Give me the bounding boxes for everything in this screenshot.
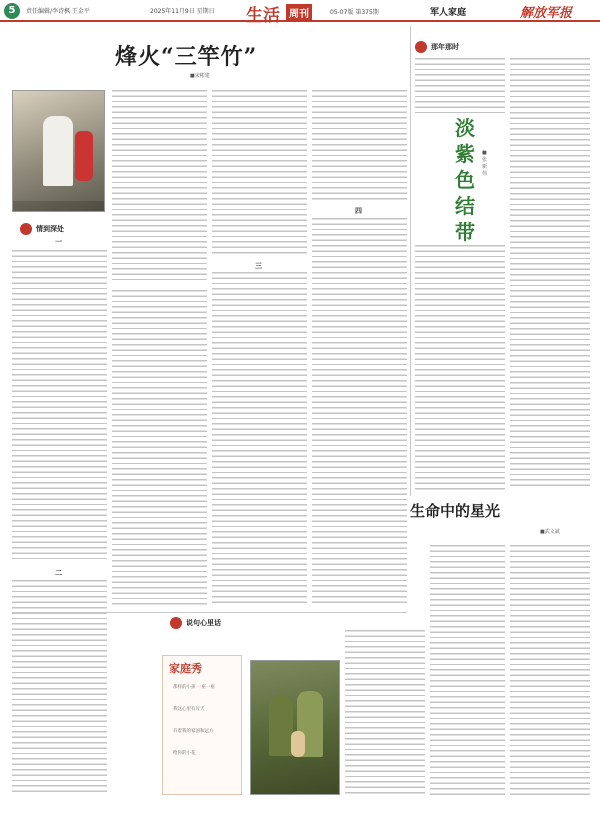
bottom-column-2 [430,545,505,795]
photo-child [291,731,305,757]
section-title: 生活 [246,6,280,26]
issue-number: 05-07版 第375期 [330,9,379,16]
family-show-title: 家庭秀 [169,662,202,675]
right-article-author: ■张新伟 [482,150,488,177]
bottom-article-title: 生命中的星光 [410,502,501,520]
right-article-column-1 [415,245,505,490]
section-badge: 周刊 [286,4,312,21]
family-show-item: 有着我的家国和远方 [173,729,214,734]
main-article-column-1 [12,250,107,560]
section-label-text: 说句心里话 [186,619,221,627]
main-article-column-3b [212,272,307,605]
main-article-column-4 [312,90,407,200]
subsection-3: 三 [255,262,262,270]
page-header [0,0,600,26]
family-photo [250,660,340,795]
subsection-2: 二 [55,569,62,577]
subsection-1: 一 [55,238,62,246]
family-show-item: 那样的小孩 一座一座 [173,685,215,690]
photo-shadow [13,201,104,211]
right-article-title: 淡紫色结带 [455,116,475,244]
section-label-text: 情到深处 [36,225,64,233]
right-article-column-2 [510,58,590,490]
section-label-shuojuxinlihua [170,617,221,629]
main-article-author: ■宋彬建 [190,73,210,79]
photo-figure-child [75,131,93,181]
main-article-column-4b [312,218,407,605]
section-dot-icon [20,223,32,235]
photo-figure-woman [43,116,73,186]
horizontal-divider [12,612,407,613]
photo-soldier-1 [269,696,293,756]
vertical-divider [410,26,411,496]
right-article-intro [415,58,505,113]
subsection-4: 四 [355,207,362,215]
main-article-column-3 [212,90,307,255]
family-tag: 军人家庭 [430,8,467,18]
family-show-item: 我这心里有片天 [173,707,205,712]
family-show-item: 给你的小花 [173,751,196,756]
bottom-article-author: ■武文斌 [540,529,560,535]
main-article-title: 烽火“三竿竹” [115,44,258,70]
newspaper-logo: 解放军报 [520,6,573,21]
main-article-column-2 [112,90,207,280]
page-number: 5 [4,3,20,19]
family-show-box [162,655,242,795]
bottom-column-3 [510,545,590,795]
main-article-photo [12,90,105,212]
bottom-column-1 [345,630,425,795]
section-label-nanianneishi [415,41,459,53]
section-dot-icon [415,41,427,53]
section-dot-icon [170,617,182,629]
editor-credit: 责任编辑/李诗枫 王金平 [26,8,90,15]
main-article-column-2b [112,290,207,605]
section-label-qingdaoshenchu [20,223,64,235]
section-label-text: 那年那时 [431,43,459,51]
issue-date: 2025年11月9日 星期日 [150,8,215,15]
